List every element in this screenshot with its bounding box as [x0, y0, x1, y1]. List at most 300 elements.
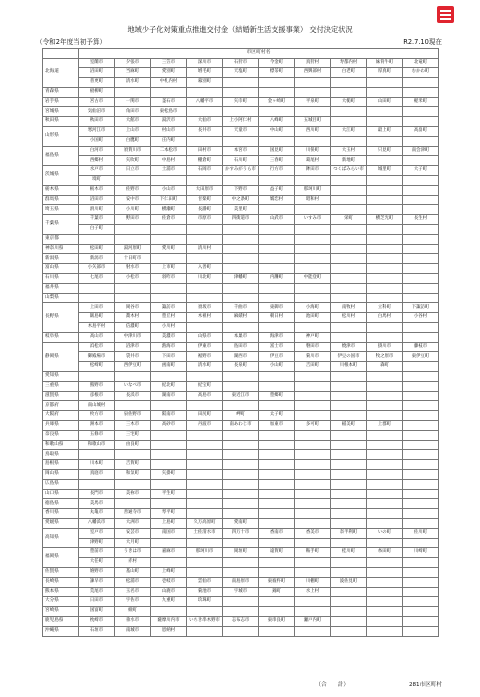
header-corner [43, 49, 79, 59]
municipality-cell: 和気町 [115, 469, 151, 479]
municipality-cell [367, 274, 403, 284]
table-row [43, 518, 439, 528]
municipality-cell [223, 567, 259, 577]
table-row [43, 558, 439, 568]
municipality-cell: 村山市 [151, 127, 187, 137]
municipality-cell: 中之条町 [223, 195, 259, 205]
total-line [315, 681, 442, 689]
municipality-cell: 丹波市 [187, 420, 223, 430]
municipality-cell [367, 185, 403, 195]
municipality-cell [223, 479, 259, 489]
municipality-cell: 麻績村 [223, 313, 259, 323]
municipality-cell: 平生町 [151, 489, 187, 499]
municipality-cell [187, 87, 223, 97]
municipality-cell: 佐倉市 [151, 215, 187, 225]
municipality-cell [259, 489, 295, 499]
municipality-cell [295, 469, 331, 479]
municipality-cell [259, 136, 295, 146]
prefecture-cell: 大分県 [43, 597, 79, 607]
municipality-cell: 南国市 [151, 528, 187, 538]
municipality-cell: 伊東市 [187, 342, 223, 352]
prefecture-cell: 愛知県 [43, 372, 79, 382]
municipality-cell: 矢吹町 [115, 156, 151, 166]
municipality-cell: 佐川町 [403, 528, 439, 538]
municipality-cell: 大子町 [403, 166, 439, 176]
municipality-cell: 波佐見町 [331, 577, 367, 587]
table-row [43, 528, 439, 538]
municipality-cell: 信濃町 [115, 323, 151, 333]
prefecture-cell: 熊本県 [43, 587, 79, 597]
municipality-cell [259, 381, 295, 391]
municipality-cell [403, 567, 439, 577]
municipality-cell: 島田市 [223, 342, 259, 352]
municipality-cell [403, 87, 439, 97]
prefecture-cell: 山形県 [43, 127, 79, 147]
logo-bar [440, 10, 451, 12]
municipality-cell: 中津川市 [115, 332, 151, 342]
municipality-cell [403, 78, 439, 88]
municipality-cell: 洲本市 [79, 420, 115, 430]
municipality-cell: 西郷村 [79, 156, 115, 166]
municipality-cell: 木祖村 [187, 313, 223, 323]
municipality-cell [259, 440, 295, 450]
municipality-cell [403, 420, 439, 430]
municipality-cell: 飯島町 [79, 313, 115, 323]
municipality-cell: 枕崎市 [79, 616, 115, 626]
municipality-cell [367, 450, 403, 460]
municipality-cell: 妹背牛町 [367, 58, 403, 68]
municipality-cell [295, 538, 331, 548]
municipality-cell [295, 176, 331, 186]
municipality-cell: 小山町 [259, 362, 295, 372]
municipality-cell [115, 479, 151, 489]
municipality-cell: 富士市 [259, 342, 295, 352]
municipality-cell: 板柳町 [79, 87, 115, 97]
table-row [43, 460, 439, 470]
table-row [43, 68, 439, 78]
municipality-cell: 川棚町 [295, 577, 331, 587]
municipality-cell [331, 372, 367, 382]
municipality-cell [295, 293, 331, 303]
municipality-cell [403, 381, 439, 391]
prefecture-cell: 秋田県 [43, 117, 79, 127]
municipality-cell [259, 244, 295, 254]
municipality-cell [403, 195, 439, 205]
municipality-cell: 葛尾村 [295, 156, 331, 166]
municipality-cell: 奈半利町 [331, 528, 367, 538]
prefecture-cell: 鹿児島県 [43, 616, 79, 626]
municipality-cell: 山県市 [187, 332, 223, 342]
municipality-cell: 石狩市 [223, 58, 259, 68]
municipality-cell [403, 440, 439, 450]
municipality-cell: 香南市 [259, 528, 295, 538]
prefecture-cell: 佐賀県 [43, 567, 79, 577]
municipality-cell: むかわ町 [403, 68, 439, 78]
municipality-cell: 沼津市 [115, 342, 151, 352]
municipality-cell: 木島平村 [79, 323, 115, 333]
municipality-cell: 棚倉町 [187, 156, 223, 166]
municipality-cell: 岡垣町 [223, 548, 259, 558]
municipality-cell [331, 107, 367, 117]
table-header-row [43, 49, 439, 59]
municipality-cell [331, 274, 367, 284]
prefecture-cell: 三重県 [43, 381, 79, 391]
municipality-cell [331, 558, 367, 568]
table-row [43, 548, 439, 558]
municipality-cell: 白鷹町 [115, 136, 151, 146]
municipality-cell: 中島村 [151, 156, 187, 166]
municipality-cell [403, 323, 439, 333]
municipality-cell [259, 479, 295, 489]
municipality-cell [331, 616, 367, 626]
municipality-cell: 日田市 [79, 597, 115, 607]
municipality-cell: 寒河江市 [79, 127, 115, 137]
municipality-cell: 内灘町 [259, 274, 295, 284]
municipality-cell: 軽米町 [403, 97, 439, 107]
municipality-cell: 金ヶ崎町 [259, 97, 295, 107]
total-label: （合 計） [315, 682, 349, 688]
municipality-cell: 川根本町 [331, 362, 367, 372]
municipality-cell [187, 626, 223, 636]
prefecture-cell: 山梨県 [43, 293, 79, 303]
municipality-cell: 土佐清水市 [187, 528, 223, 538]
fiscal-year-label: （令和2年度当初予算） [36, 38, 107, 46]
municipality-cell: 七尾市 [79, 274, 115, 284]
municipality-cell: 長生村 [403, 215, 439, 225]
municipality-cell: 大仙市 [187, 117, 223, 127]
municipality-cell: 安芸市 [115, 528, 151, 538]
municipality-cell [187, 509, 223, 519]
municipality-cell: 松田町 [79, 244, 115, 254]
municipality-cell [295, 381, 331, 391]
municipality-cell [223, 430, 259, 440]
municipality-cell [367, 391, 403, 401]
municipality-cell: 香美市 [295, 528, 331, 538]
municipality-cell [151, 430, 187, 440]
municipality-cell: 善通寺市 [115, 509, 151, 519]
table-row [43, 616, 439, 626]
prefecture-cell: 神奈川県 [43, 244, 79, 254]
municipality-cell [403, 489, 439, 499]
municipality-cell [187, 450, 223, 460]
municipality-cell [367, 401, 403, 411]
municipality-cell: 横瀬町 [151, 205, 187, 215]
table-row [43, 117, 439, 127]
municipality-cell: 湖西市 [223, 352, 259, 362]
municipality-cell [223, 538, 259, 548]
municipality-cell: 栃木市 [79, 185, 115, 195]
municipality-cell [403, 332, 439, 342]
prefecture-cell: 福岡県 [43, 548, 79, 568]
municipality-cell: 上山市 [115, 127, 151, 137]
table-row [43, 332, 439, 342]
municipality-cell [79, 234, 115, 244]
municipality-cell [259, 499, 295, 509]
municipality-cell [151, 401, 187, 411]
municipality-cell: 小谷村 [403, 313, 439, 323]
table-row [43, 362, 439, 372]
municipality-cell [223, 440, 259, 450]
municipality-cell [187, 176, 223, 186]
municipality-cell: 紀北町 [151, 381, 187, 391]
municipality-cell: 御殿場市 [79, 352, 115, 362]
municipality-cell: 袋井市 [115, 352, 151, 362]
municipality-cell [403, 264, 439, 274]
municipality-cell [367, 558, 403, 568]
municipality-cell [187, 107, 223, 117]
municipality-cell: 本宮市 [223, 146, 259, 156]
municipality-cell [223, 401, 259, 411]
municipality-cell: 彦根市 [79, 391, 115, 401]
municipality-cell [223, 323, 259, 333]
municipality-cell [295, 411, 331, 421]
prefecture-cell: 長野県 [43, 303, 79, 332]
municipality-cell [403, 234, 439, 244]
municipality-cell: 宮古市 [79, 97, 115, 107]
municipality-cell: 大任町 [79, 558, 115, 568]
prefecture-cell: 石川県 [43, 274, 79, 284]
municipality-cell: 荒尾市 [79, 587, 115, 597]
municipality-cell: 朝日村 [259, 313, 295, 323]
total-value: 281市区町村 [408, 682, 442, 688]
municipality-cell: 三木市 [115, 420, 151, 430]
municipality-cell: 四万十市 [223, 528, 259, 538]
municipality-cell [331, 450, 367, 460]
table-row [43, 352, 439, 362]
municipality-cell [331, 264, 367, 274]
municipality-cell [79, 283, 115, 293]
municipality-cell [367, 225, 403, 235]
prefecture-cell: 新潟県 [43, 254, 79, 264]
municipality-cell [331, 254, 367, 264]
municipality-cell: 釜石市 [151, 97, 187, 107]
municipality-cell: 東串良町 [259, 616, 295, 626]
municipality-cell [151, 499, 187, 509]
table-row [43, 411, 439, 421]
municipality-cell: うきは市 [115, 548, 151, 558]
table-row [43, 567, 439, 577]
municipality-cell: 只見町 [367, 146, 403, 156]
municipality-cell: 久万高原町 [187, 518, 223, 528]
municipality-cell: 雲仙市 [187, 577, 223, 587]
municipality-cell: 石垣市 [79, 626, 115, 636]
municipality-cell [223, 499, 259, 509]
table-row [43, 430, 439, 440]
municipality-cell [295, 244, 331, 254]
municipality-cell: 藤枝市 [403, 342, 439, 352]
municipality-cell [367, 489, 403, 499]
municipality-cell [403, 176, 439, 186]
municipality-cell: 境町 [79, 176, 115, 186]
prefecture-cell: 静岡県 [43, 342, 79, 371]
municipality-cell: 函南町 [151, 362, 187, 372]
municipality-cell [367, 509, 403, 519]
municipality-cell: 本巣市 [223, 332, 259, 342]
municipality-cell [223, 234, 259, 244]
municipality-cell [367, 107, 403, 117]
municipality-cell: 東御市 [259, 303, 295, 313]
municipality-cell: 美祢市 [115, 489, 151, 499]
municipality-cell [187, 136, 223, 146]
municipality-cell [403, 411, 439, 421]
municipality-cell: 田尻町 [187, 411, 223, 421]
municipality-cell [259, 558, 295, 568]
municipality-cell [331, 401, 367, 411]
municipality-cell [367, 323, 403, 333]
municipality-cell [403, 450, 439, 460]
table-row [43, 97, 439, 107]
municipality-cell: 諏訪市 [151, 303, 187, 313]
municipality-cell [115, 283, 151, 293]
municipality-cell: 夕張市 [115, 58, 151, 68]
municipality-cell [295, 283, 331, 293]
municipality-cell [367, 577, 403, 587]
table-row [43, 469, 439, 479]
municipality-cell [367, 538, 403, 548]
municipality-cell: 鞍手町 [295, 548, 331, 558]
municipality-cell: 秋田市 [79, 117, 115, 127]
municipality-cell [295, 372, 331, 382]
municipality-cell: 小山市 [151, 185, 187, 195]
municipality-cell: 瀬戸内町 [295, 616, 331, 626]
municipality-cell: 大玉村 [331, 146, 367, 156]
municipality-cell: 神戸町 [295, 332, 331, 342]
municipality-cell [367, 87, 403, 97]
municipality-cell [187, 323, 223, 333]
prefecture-cell: 和歌山県 [43, 440, 79, 450]
municipality-cell: 大洲市 [115, 518, 151, 528]
table-row [43, 626, 439, 636]
municipality-cell [115, 293, 151, 303]
municipality-cell: 湯沢市 [151, 117, 187, 127]
municipality-cell [367, 234, 403, 244]
municipality-cell [331, 381, 367, 391]
municipality-cell: 大田原市 [187, 185, 223, 195]
table-row [43, 489, 439, 499]
municipality-cell: 嬬恋村 [259, 195, 295, 205]
municipality-cell [187, 538, 223, 548]
municipality-cell [367, 332, 403, 342]
municipality-cell [187, 567, 223, 577]
municipality-cell [331, 430, 367, 440]
municipality-cell: 西興部村 [295, 68, 331, 78]
prefecture-cell: 群馬県 [43, 195, 79, 205]
prefecture-cell: 滋賀県 [43, 391, 79, 401]
prefecture-cell: 奈良県 [43, 430, 79, 440]
municipality-cell: 下田市 [151, 352, 187, 362]
municipality-cell [331, 489, 367, 499]
table-row [43, 597, 439, 607]
prefecture-cell: 宮崎県 [43, 607, 79, 617]
municipality-cell: 琴平町 [151, 509, 187, 519]
table-row [43, 87, 439, 97]
municipality-cell: 南牧村 [331, 303, 367, 313]
table-row [43, 234, 439, 244]
municipality-cell [403, 509, 439, 519]
municipality-cell: 厚真町 [367, 68, 403, 78]
municipality-cell: 小矢部市 [79, 264, 115, 274]
municipality-cell [331, 283, 367, 293]
municipality-cell: 恩納村 [151, 626, 187, 636]
municipality-cell [295, 391, 331, 401]
municipality-cell [223, 558, 259, 568]
municipality-cell [115, 499, 151, 509]
municipality-cell: 嬉野市 [79, 567, 115, 577]
municipality-cell: 山武市 [259, 215, 295, 225]
municipality-cell: 真庭市 [79, 469, 115, 479]
municipality-cell [223, 136, 259, 146]
municipality-cell [403, 362, 439, 372]
municipality-cell: 上小阿仁村 [223, 117, 259, 127]
municipality-cell: 愛南町 [223, 518, 259, 528]
municipality-cell [331, 332, 367, 342]
municipality-cell [187, 293, 223, 303]
municipality-cell: 土浦市 [151, 166, 187, 176]
table-row [43, 215, 439, 225]
municipality-cell [403, 391, 439, 401]
municipality-cell: 真狩村 [295, 58, 331, 68]
municipality-cell: 国見町 [259, 146, 295, 156]
municipality-cell [187, 440, 223, 450]
municipality-cell [223, 460, 259, 470]
municipality-cell: 加東市 [259, 420, 295, 430]
municipality-cell [403, 469, 439, 479]
table-row [43, 420, 439, 430]
municipality-cell [295, 489, 331, 499]
municipality-cell: 掛川市 [367, 342, 403, 352]
municipality-cell: 山鹿市 [151, 587, 187, 597]
prefecture-cell: 大阪府 [43, 411, 79, 421]
municipality-cell: 田村市 [187, 146, 223, 156]
municipality-cell: 益子町 [259, 185, 295, 195]
table-body [43, 58, 439, 636]
municipality-cell [79, 450, 115, 460]
municipality-cell [259, 234, 295, 244]
municipality-cell: 川俣町 [295, 146, 331, 156]
municipality-cell: 下仁田町 [151, 195, 187, 205]
municipality-cell [151, 460, 187, 470]
municipality-cell [223, 469, 259, 479]
municipality-cell [223, 107, 259, 117]
municipality-cell: 入善町 [187, 264, 223, 274]
municipality-cell: 美里町 [223, 205, 259, 215]
municipality-cell: 中山町 [259, 127, 295, 137]
municipality-cell [367, 254, 403, 264]
municipality-cell: 愛川町 [151, 244, 187, 254]
municipality-cell [367, 597, 403, 607]
municipality-cell [403, 607, 439, 617]
prefecture-cell: 宮城県 [43, 107, 79, 117]
municipality-cell: 裾野市 [187, 352, 223, 362]
table-row [43, 479, 439, 489]
municipality-cell [295, 509, 331, 519]
municipality-cell [295, 450, 331, 460]
municipality-cell: 川北町 [187, 274, 223, 284]
municipality-cell: 大槌町 [331, 97, 367, 107]
municipality-cell [223, 254, 259, 264]
municipality-cell: 野田市 [115, 215, 151, 225]
municipality-cell [151, 234, 187, 244]
municipality-cell [403, 293, 439, 303]
municipality-cell [331, 78, 367, 88]
municipality-cell [115, 234, 151, 244]
municipality-cell: 海津市 [259, 332, 295, 342]
municipality-cell [223, 283, 259, 293]
table-row [43, 136, 439, 146]
prefecture-cell: 福島県 [43, 146, 79, 166]
municipality-cell: 垂水市 [115, 616, 151, 626]
municipality-cell [151, 176, 187, 186]
